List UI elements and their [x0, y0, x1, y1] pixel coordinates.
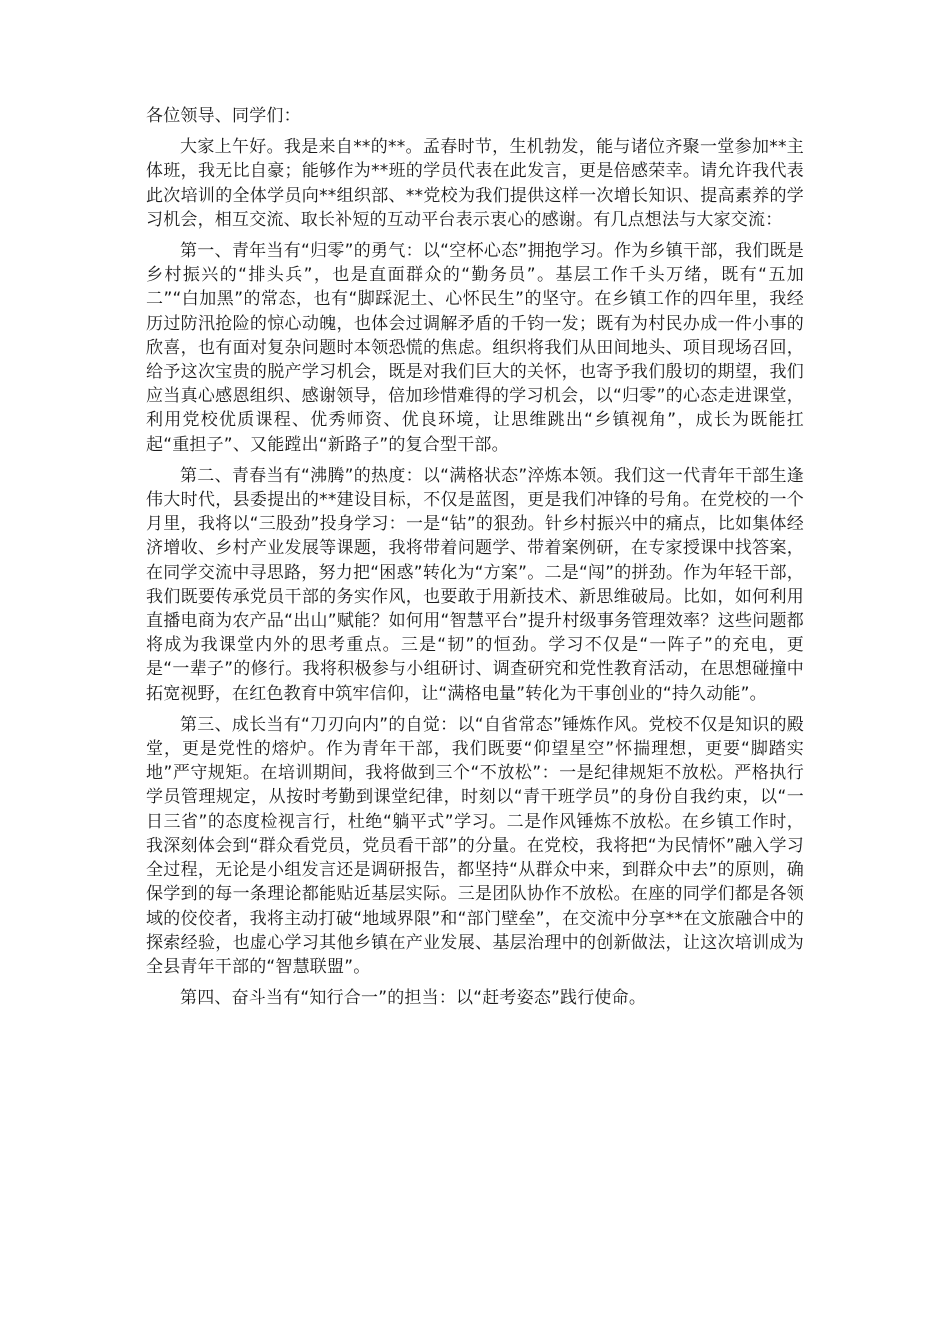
- point-one-paragraph: 第一、青年当有“归零”的勇气：以“空杯心态”拥抱学习。作为乡镇干部，我们既是乡村振兴的“排头兵”，也是直面群众的“勤务员”。基层工作千头万绪，既有“五加二”“白加黑”的常态，也有“脚踩泥土、心怀民生”的坚守。在乡镇工作的四年里，我经历过防汛抢险的惊心动魄，也体会过调解矛盾的千钧一发；既有为村民办成一件小事的欣喜，也有面对复杂问题时本领恐慌的焦虑。组织将我们从田间地头、项目现场召回，给予这次宝贵的脱产学习机会，既是对我们巨大的关怀，也寄予我们殷切的期望，我们应当真心感恩组织、感谢领导，倍加珍惜难得的学习机会，以“归零”的心态走进课堂，利用党校优质课程、优秀师资、优良环境，让思维跳出“乡镇视角”，成长为既能扛起“重担子”、又能蹚出“新路子”的复合型干部。: [146, 241, 804, 455]
- opening-paragraph: 大家上午好。我是来自**的**。孟春时节，生机勃发，能与诸位齐聚一堂参加**主体班，我无比自豪；能够作为**班的学员代表在此发言，更是倍感荣幸。请允许我代表此次培训的全体学员向**组织部、**党校为我们提供这样一次增长知识、提高素养的学习机会，相互交流、取长补短的互动平台表示衷心的感谢。有几点想法与大家交流：: [146, 137, 804, 230]
- point-three-paragraph: 第三、成长当有“刀刃向内”的自觉：以“自省常态”锤炼作风。党校不仅是知识的殿堂，更是党性的熔炉。作为青年干部，我们既要“仰望星空”怀揣理想，更要“脚踏实地”严守规矩。在培训期间，我将做到三个“不放松”：一是纪律规矩不放松。严格执行学员管理规定，从按时考勤到课堂纪律，时刻以“青干班学员”的身份自我约束，以“一日三省”的态度检视言行，杜绝“躺平式”学习。二是作风锤炼不放松。在乡镇工作时，我深刻体会到“群众看党员，党员看干部”的分量。在党校，我将把“为民情怀”融入学习全过程，无论是小组发言还是调研报告，都坚持“从群众中来，到群众中去”的原则，确保学到的每一条理论都能贴近基层实际。三是团队协作不放松。在座的同学们都是各领域的佼佼者，我将主动打破“地域界限”和“部门壁垒”，在交流中分享**在文旅融合中的探索经验，也虚心学习其他乡镇在产业发展、基层治理中的创新做法，让这次培训成为全县青年干部的“智慧联盟”。: [146, 714, 804, 977]
- point-four-paragraph: 第四、奋斗当有“知行合一”的担当：以“赶考姿态”践行使命。: [180, 988, 647, 1009]
- point-two-paragraph: 第二、青春当有“沸腾”的热度：以“满格状态”淬炼本领。我们这一代青年干部生逢伟大时代，县委提出的**建设目标，不仅是蓝图，更是我们冲锋的号角。在党校的一个月里，我将以“三股劲”投身学习：一是“钻”的狠劲。针乡村振兴中的痛点，比如集体经济增收、乡村产业发展等课题，我将带着问题学、带着案例研，在专家授课中找答案，在同学交流中寻思路，努力把“困惑”转化为“方案”。二是“闯”的拼劲。作为年轻干部，我们既要传承党员干部的务实作风，也要敢于用新技术、新思维破局。比如，如何利用直播电商为农产品“出山”赋能？如何用“智慧平台”提升村级事务管理效率？这些问题都将成为我课堂内外的思考重点。三是“韧”的恒劲。学习不仅是“一阵子”的充电，更是“一辈子”的修行。我将积极参与小组研讨、调查研究和党性教育活动，在思想碰撞中拓宽视野，在红色教育中筑牢信仰，让“满格电量”转化为干事创业的“持久动能”。: [146, 465, 804, 704]
- speech-document: [146, 104, 804, 1017]
- salutation: 各位领导、同学们：: [146, 106, 301, 126]
